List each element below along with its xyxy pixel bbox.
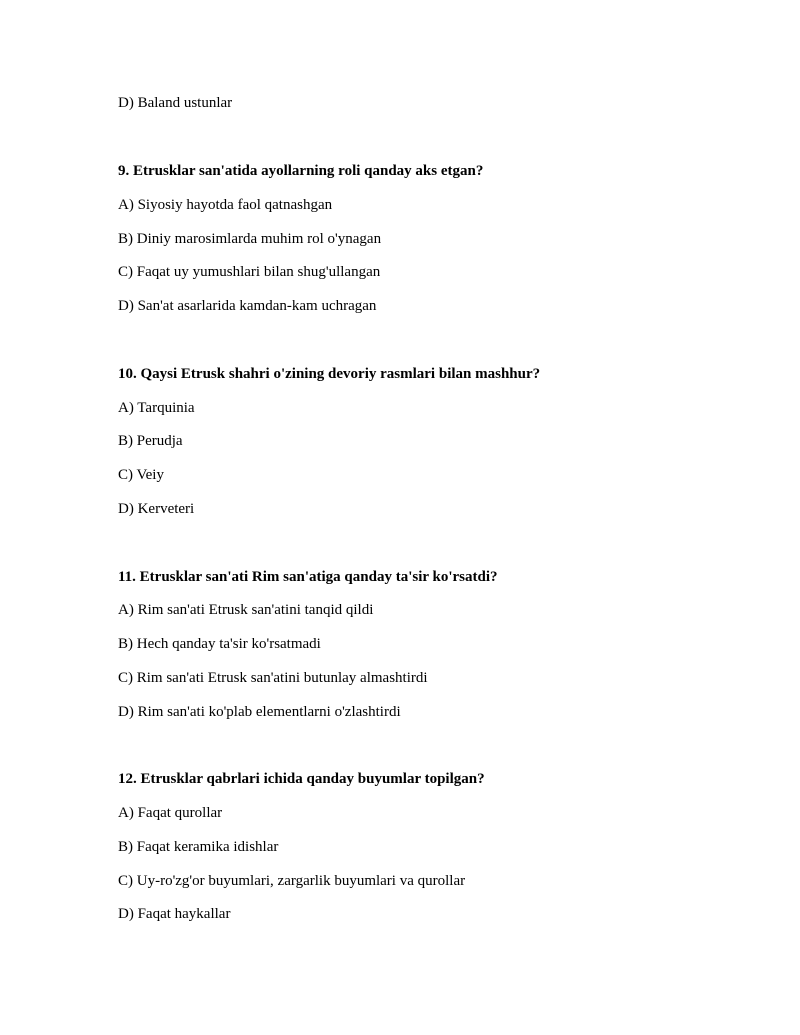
question-heading: 11. Etrusklar san'ati Rim san'atiga qanday ta'sir ko'rsatdi?: [118, 569, 498, 585]
option-text: B) Hech qanday ta'sir ko'rsatmadi: [118, 636, 321, 652]
question-heading: 9. Etrusklar san'atida ayollarning roli qanday aks etgan?: [118, 163, 484, 179]
option-text: D) Baland ustunlar: [118, 95, 233, 111]
option-text: C) Veiy: [118, 467, 164, 483]
option-text: B) Diniy marosimlarda muhim rol o'ynagan: [118, 231, 382, 247]
option-text: B) Perudja: [118, 433, 183, 449]
question-heading: 12. Etrusklar qabrlari ichida qanday buyumlar topilgan?: [118, 771, 485, 787]
option-text: D) Rim san'ati ko'plab elementlarni o'zlashtirdi: [118, 704, 401, 720]
option-text: B) Faqat keramika idishlar: [118, 839, 279, 855]
option-text: A) Siyosiy hayotda faol qatnashgan: [118, 197, 333, 213]
option-text: A) Faqat qurollar: [118, 805, 223, 821]
option-text: D) San'at asarlarida kamdan-kam uchragan: [118, 298, 377, 314]
option-text: D) Faqat haykallar: [118, 906, 231, 922]
option-text: C) Rim san'ati Etrusk san'atini butunlay almashtirdi: [118, 670, 428, 686]
option-text: A) Tarquinia: [118, 400, 195, 416]
option-text: D) Kerveteri: [118, 501, 195, 517]
option-text: C) Uy-ro'zg'or buyumlari, zargarlik buyumlari va qurollar: [118, 873, 466, 889]
option-text: C) Faqat uy yumushlari bilan shug'ullangan: [118, 264, 381, 280]
question-heading: 10. Qaysi Etrusk shahri o'zining devoriy rasmlari bilan mashhur?: [118, 366, 541, 382]
option-text: A) Rim san'ati Etrusk san'atini tanqid qildi: [118, 602, 374, 618]
